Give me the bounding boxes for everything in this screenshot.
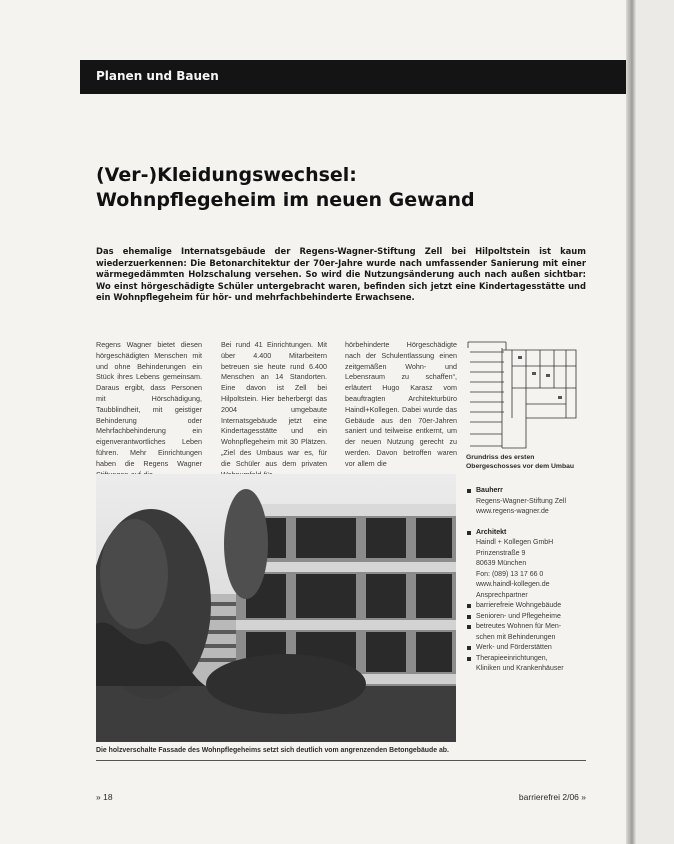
architect-line: 80639 München bbox=[476, 560, 527, 567]
feature-item-continued: Kliniken und Krankenhäuser bbox=[476, 665, 564, 672]
body-column-3: hörbehinderte Hörgeschädigte nach der Schulentlassung einen zeitgemäßen Wohn- und Lebensraum zu schaffen“, erläutert Hugo Karasz vom beauftragten Architekturbüro Haindl+Kollegen. Dabei wurde das Gebäude aus den 70er-Jahren saniert und teilweise entkernt, um der neuen Nutzung gerecht zu werden. Davon betroffen waren vor allem die bbox=[345, 340, 457, 468]
feature-item: Werk- und Förderstätten bbox=[466, 643, 586, 654]
floorplan-caption: Grundriss des ersten Obergeschosses vor dem Umbau bbox=[466, 454, 575, 470]
next-page-edge bbox=[636, 0, 674, 844]
article-headline bbox=[96, 163, 596, 213]
feature-item: barrierefreie Wohngebäude bbox=[466, 601, 586, 612]
page-number: » 18 bbox=[96, 792, 113, 802]
architect-line: Ansprechpartner bbox=[476, 591, 528, 599]
article-lead: Das ehemalige Internatsgebäude der Regens-Wagner-Stiftung Zell bei Hilpoltstein ist kaum wiederzuerkennen: Die Betonarchitektur der 70er-Jahre wurde nach umfassender Sanierung mit einer wärmegedämmten Holzschalung versehen. So wird die Nutzungsänderung auch nach außen sichtbar: Wo einst hörgeschädigte Schüler untergebracht waren, befinden sich jetzt eine Kindertagesstätte und ein Wohnpflegeheim für hör- und mehrfachbehinderte Erwachsene. bbox=[96, 246, 586, 302]
feature-item: Senioren- und Pflegeheime bbox=[466, 612, 586, 623]
section-title: Planen und Bauen bbox=[96, 69, 219, 83]
builder-website: www.regens-wagner.de bbox=[476, 508, 549, 515]
builder-label: Bauherr bbox=[466, 486, 586, 497]
photo-caption: Die holzverschalte Fassade des Wohnpflegeheims setzt sich deutlich vom angrenzenden Betongebäude ab. bbox=[96, 747, 449, 754]
architect-line: Prinzenstraße 9 bbox=[476, 549, 526, 557]
magazine-issue: barrierefrei 2/06 » bbox=[518, 792, 586, 802]
floorplan-drawing bbox=[466, 338, 578, 453]
feature-item: betreutes Wohnen für Men- bbox=[466, 622, 586, 633]
building-photo bbox=[96, 474, 456, 742]
architect-line: Fon: (089) 13 17 66 0 bbox=[476, 570, 544, 578]
feature-item: Therapieeinrichtungen, bbox=[466, 654, 586, 665]
feature-item-continued: schen mit Behinderungen bbox=[476, 633, 556, 641]
architect-line: Haindl + Kollegen GmbH bbox=[476, 539, 554, 546]
body-column-1: Regens Wagner bietet diesen hörgeschädigten Menschen mit und ohne Behinderungen ein Stück ihres Lebens gemeinsam. Daraus ergibt, dass Personen mit Hörschädigung, Taubblindheit, mit geistiger Behinderung oder Mehrfachbehinderung ein eigenverantwortliches Leben führen. Mehr Einrichtungen haben die Regens Wagner bbox=[96, 340, 202, 468]
builder-line: Regens-Wagner-Stiftung Zell bbox=[476, 497, 567, 505]
headline-line-2: Wohnpflegeheim im neuen Gewand bbox=[96, 189, 475, 211]
architect-label: Architekt bbox=[466, 528, 586, 539]
body-column-2: Bei rund 41 Einrichtungen. Mit über 4.400 Mitarbeitern betreuen sie heute rund 6.400 Menschen an 14 Standorten. Eine davon ist Zell bei Hilpoltstein. Hier beherbergt das 2004 umgebaute Internatsgebäude jetzt eine Kindertagesstätte und ein Wohnpflegeheim mit 30 Plätzen. „Ziel des Umbaus war es, für die Schüler aus dem privaten bbox=[221, 340, 327, 468]
project-info-box bbox=[466, 486, 586, 675]
page-binding-shadow bbox=[626, 0, 636, 844]
footer-rule bbox=[96, 760, 586, 761]
architect-line: www.haindl-kollegen.de bbox=[476, 581, 550, 588]
headline-line-1: (Ver-)Kleidungswechsel: bbox=[96, 164, 357, 186]
